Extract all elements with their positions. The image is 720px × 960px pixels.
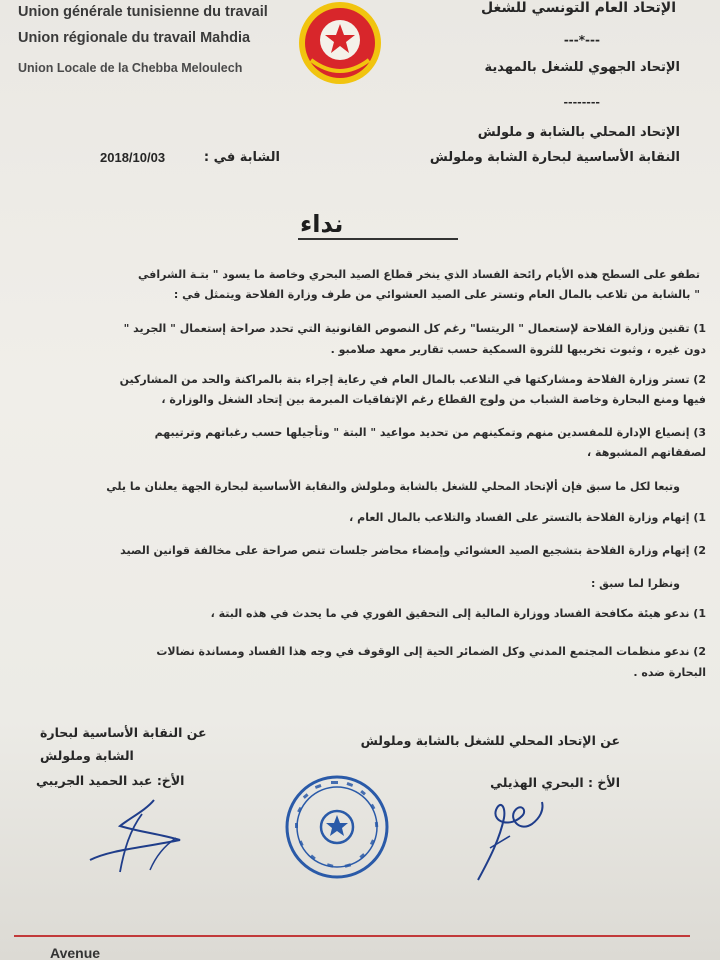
body-line: 2) ندعو منظمات المجتمع المدني وكل الضمائر الحية إلى الوقوف في وجه هذا الفساد ومساندة نضالات	[156, 645, 706, 658]
date-label: الشابة في :	[203, 150, 280, 165]
document-title: نداء	[300, 210, 344, 238]
body-line: البحارة ضده .	[633, 666, 706, 679]
signature-left-name: الأخ: عبد الحميد الجريبي	[36, 773, 185, 788]
body-line: وتبعا لكل ما سبق فإن ألإتحاد المحلي للشغل بالشابة وملولش والنقابة الأساسية لبحارة الجهة يعلنان ما يلي	[106, 480, 680, 493]
body-line: 1) تقنين وزارة الفلاحة لإستعمال " الريتسا" رغم كل النصوص القانونية التي تحدد صراحة إستعمال " الجريد "	[123, 322, 706, 335]
body-line: 1) ندعو هيئة مكافحة الفساد ووزارة المالية إلى التحقيق الفوري في ما يحدث في هذه البتة ،	[210, 607, 706, 620]
footer-rule	[14, 935, 690, 937]
body-line: 1) إتهام وزارة الفلاحة بالتستر على الفساد والتلاعب بالمال العام ،	[349, 511, 706, 524]
header-latin-line1: Union générale tunisienne du travail	[18, 4, 268, 20]
title-underline	[298, 238, 458, 240]
body-line: ونظرا لما سبق :	[590, 577, 680, 590]
body-line: 3) إنصياع الإدارة للمفسدين منهم وتمكينهم من تحديد مواعيد " البتة " وتأجيلها حسب رغباتهم وترتيبهم	[154, 426, 706, 439]
signature-right-org: عن الإتحاد المحلي للشغل بالشابة وملولش	[360, 733, 620, 748]
header-ar-separator2: --------	[563, 96, 600, 109]
header-ar-line2: الإتحاد الجهوي للشغل بالمهدية	[484, 60, 680, 75]
body-line: " بالشابة من تلاعب بالمال العام وتستر على الصيد العشوائي من طرف وزارة الفلاحة ويتمثل في :	[173, 288, 700, 301]
header-ar-line1: الإتحاد العام التونسي للشغل	[481, 0, 676, 16]
signature-left-org-line2: الشابة وملولش	[40, 748, 134, 763]
date-value: 2018/10/03	[100, 150, 166, 165]
signature-left-org-line1: عن النقابة الأساسية لبحارة	[40, 725, 207, 740]
body-line: 2) تستر وزارة الفلاحة ومشاركتها في التلاعب بالمال العام في رعاية إجراء بتة بالمراكنة والحد من المشاركين	[119, 373, 706, 386]
body-line: لصفقاتهم المشبوهة ،	[587, 446, 706, 459]
header-ar-line3: الإتحاد المحلي بالشابة و ملولش	[477, 125, 680, 140]
union-stamp-icon	[283, 773, 391, 881]
body-line: دون غيره ، وثبوت تخريبها للثروة السمكية حسب تقارير معهد صلامبو .	[330, 343, 706, 356]
header-ar-separator1: ---*---	[563, 33, 600, 47]
body-line: تطفو على السطح هذه الأيام رائحة الفساد الذي ينخر قطاع الصيد البحري وخاصة ما يسود " بتـة الشرافي	[138, 268, 700, 281]
header-latin-line2: Union régionale du travail Mahdia	[18, 30, 251, 46]
footer-address: Avenue	[50, 945, 101, 960]
signature-left-icon	[80, 790, 200, 880]
signature-right-name: الأخ : البحري الهذيلي	[490, 775, 620, 790]
header-ar-line4: النقابة الأساسية لبحارة الشابة وملولش	[429, 150, 680, 165]
body-line: 2) إتهام وزارة الفلاحة بتشجيع الصيد العشوائي وإمضاء محاضر جلسات تنص صراحة على مخالفة قوانين الصيد	[120, 544, 706, 557]
signature-right-icon	[470, 788, 550, 888]
body-line: فيها ومنع البحارة وخاصة الشباب من ولوج القطاع رغم الإتفاقيات المبرمة بين إتحاد الشغل والوزارة ،	[161, 393, 706, 406]
header-latin-line3: Union Locale de la Chebba Meloulech	[18, 61, 243, 75]
ugtt-logo-icon	[297, 0, 383, 86]
